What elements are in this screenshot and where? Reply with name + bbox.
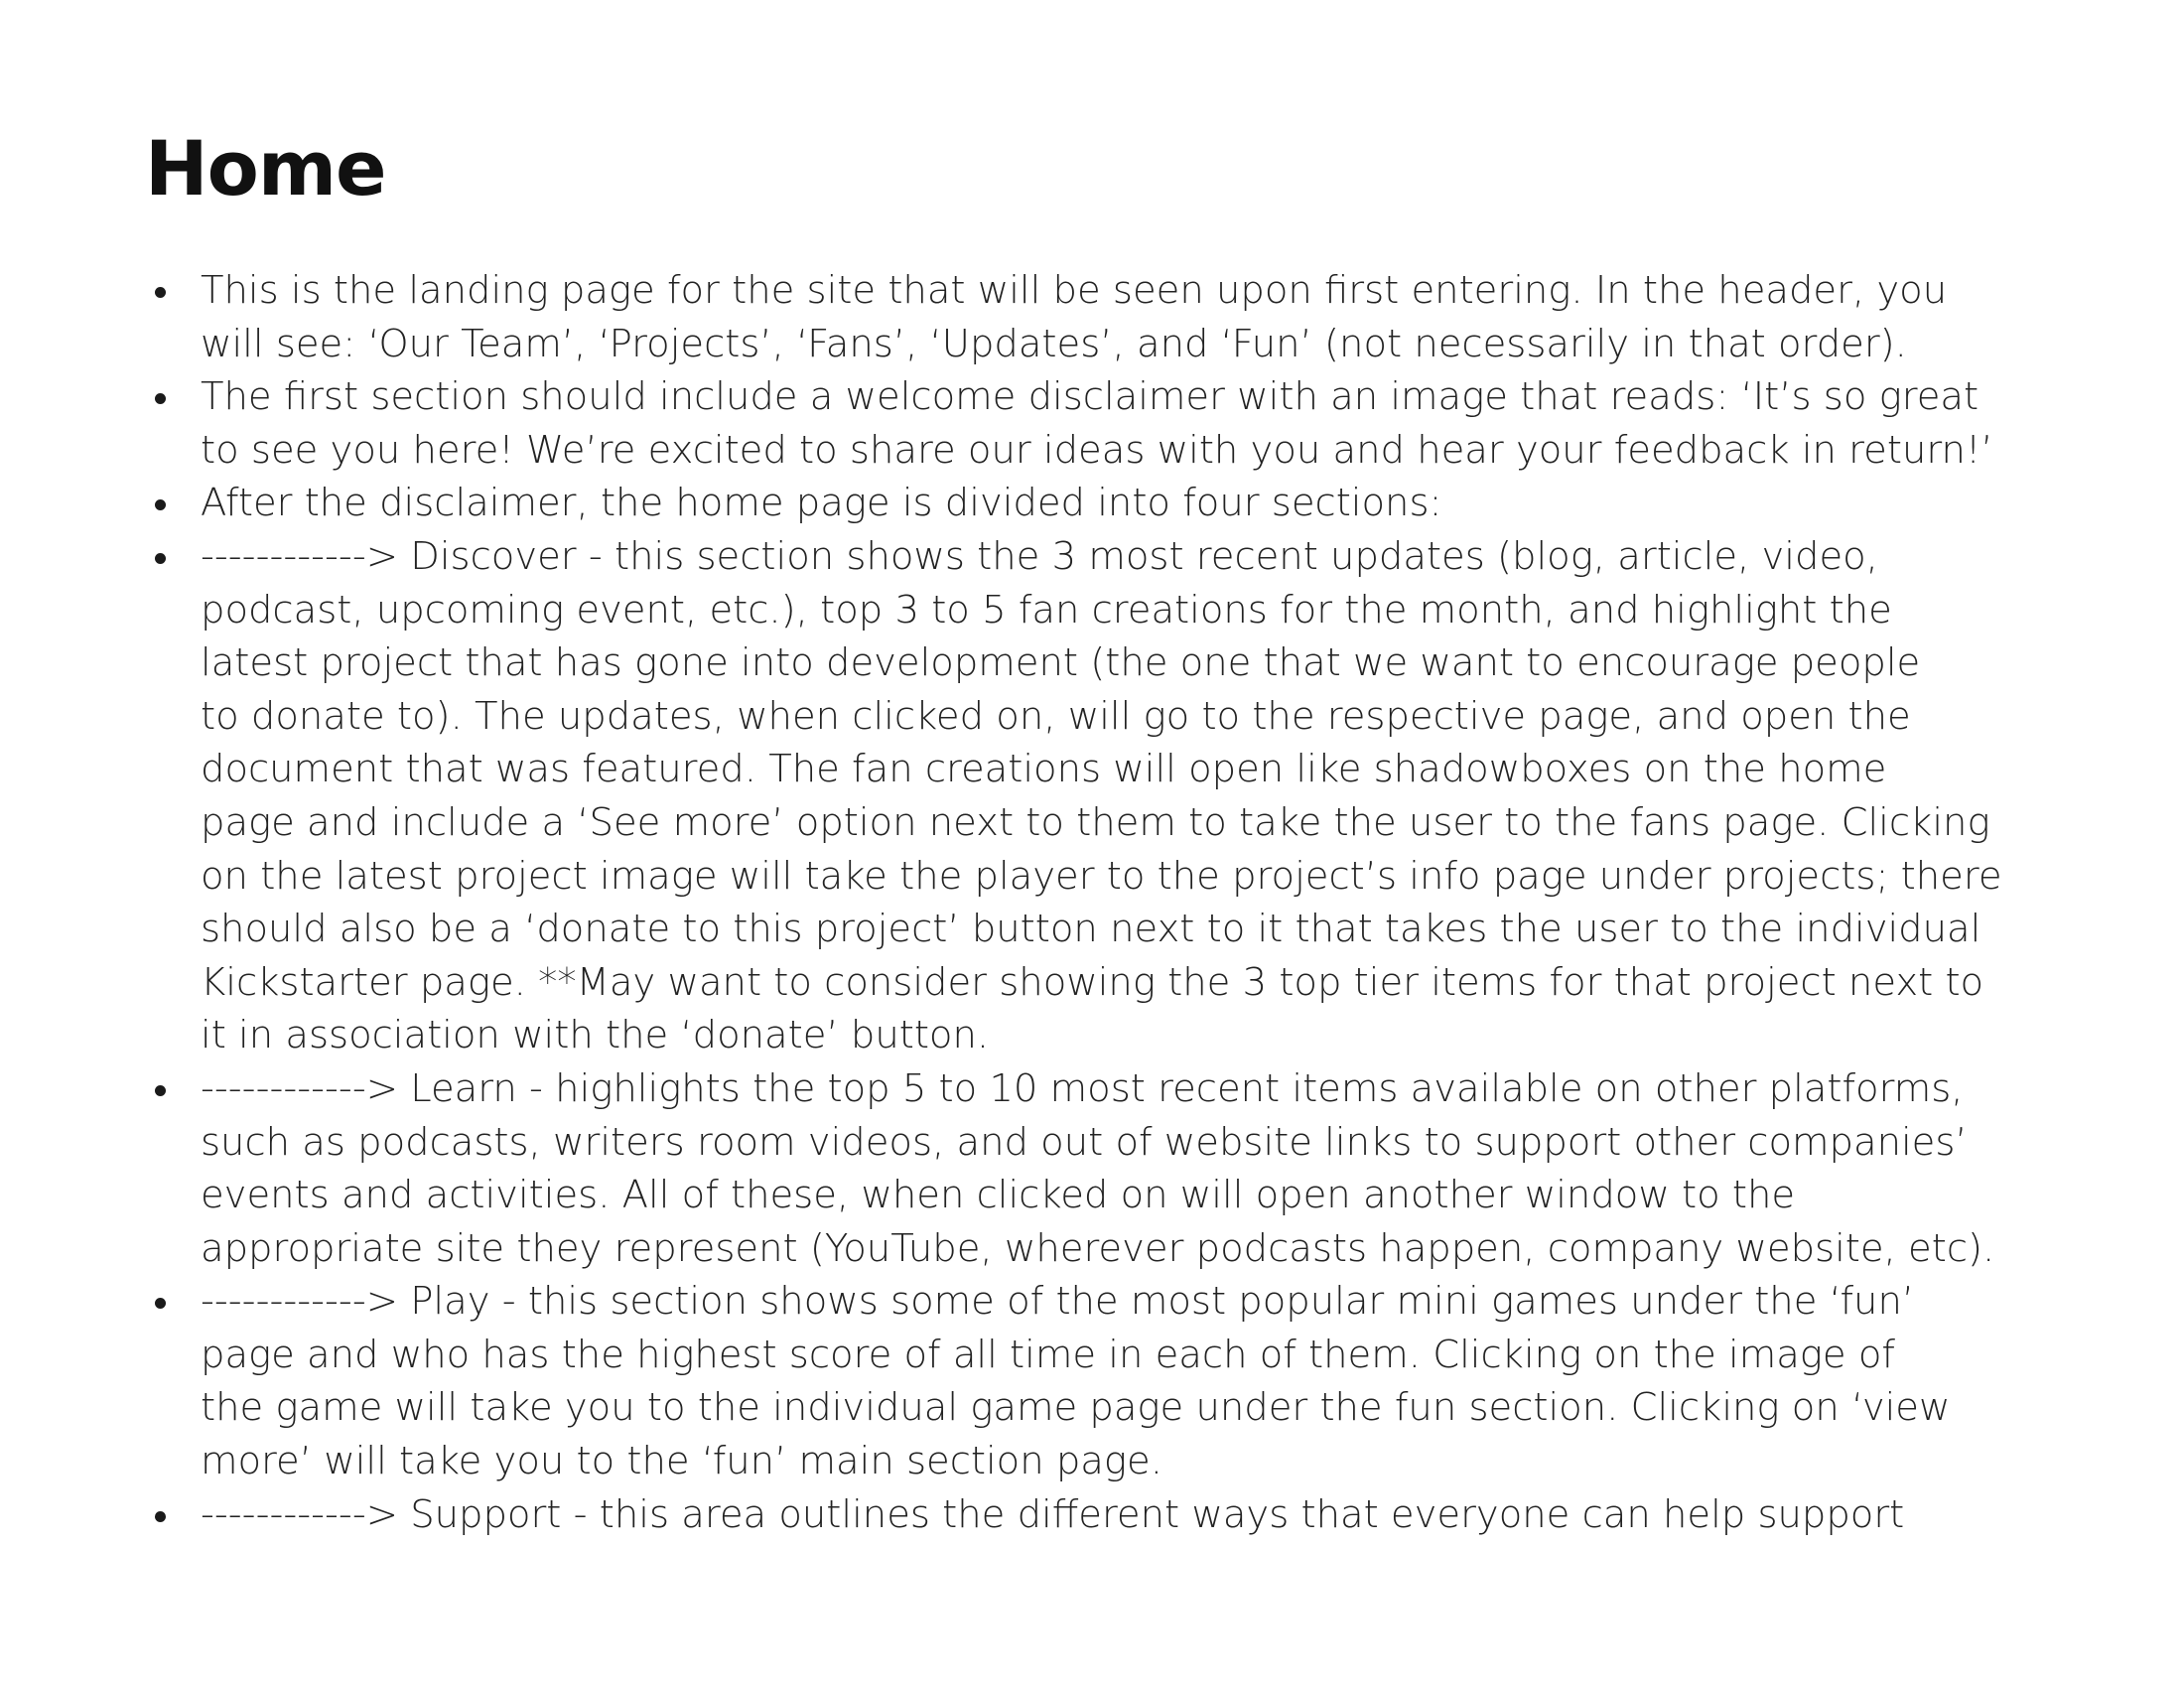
bullet-line: on the latest project image will take the player to the project’s info page under projects; there — [201, 853, 2002, 899]
bullet-line: page and include a ‘See more’ option next to them to take the user to the fans page. Clicking — [201, 799, 1990, 845]
bullet-line: Kickstarter page. **May want to consider showing the 3 top tier items for that project next to — [201, 959, 1984, 1005]
bullet-line: it in association with the ‘donate’ button. — [201, 1013, 990, 1058]
bullet-line: more’ will take you to the ‘fun’ main section page. — [201, 1439, 1162, 1484]
bullet-line: events and activities. All of these, when clicked on will open another window to the — [201, 1173, 1796, 1218]
bullet-line: appropriate site they represent (YouTube, wherever podcasts happen, company website, etc). — [201, 1225, 1995, 1271]
bullet-dot-icon — [155, 393, 166, 404]
bullet-item — [147, 477, 2083, 530]
bullet-line: such as podcasts, writers room videos, and out of website links to support other companies’ — [201, 1119, 1968, 1165]
bullet-line: should also be a ‘donate to this project’ button next to it that takes the user to the individual — [201, 907, 1981, 952]
bullet-line: to donate to). The updates, when clicked on, will go to the respective page, and open the — [201, 693, 1911, 739]
bullet-dot-icon — [155, 287, 166, 298]
bullet-line: This is the landing page for the site that will be seen upon first entering. In the header, you — [201, 268, 1948, 313]
bullet-line: ------------> Play - this section shows some of the most popular mini games under the ‘fun’ — [201, 1279, 1915, 1325]
bullet-list — [147, 264, 2083, 1541]
bullet-line: the game will take you to the individual game page under the fun section. Clicking on ‘view — [201, 1385, 1951, 1431]
bullet-dot-icon — [155, 1511, 166, 1522]
bullet-line: ------------> Learn - highlights the top 5 to 10 most recent items available on other platforms, — [201, 1065, 1964, 1111]
bullet-line: page and who has the highest score of all time in each of them. Clicking on the image of — [201, 1332, 1895, 1377]
bullet-item — [147, 370, 2083, 477]
page-title: Home — [145, 124, 386, 212]
bullet-line: ------------> Discover - this section shows the 3 most recent updates (blog, article, video, — [201, 533, 1878, 579]
bullet-line: After the disclaimer, the home page is divided into four sections: — [201, 481, 1442, 526]
bullet-item — [147, 1275, 2083, 1487]
bullet-dot-icon — [155, 553, 166, 564]
bullet-line: document that was featured. The fan creations will open like shadowboxes on the home — [201, 747, 1887, 792]
bullet-dot-icon — [155, 1085, 166, 1096]
bullet-dot-icon — [155, 1298, 166, 1309]
bullet-item — [147, 1062, 2083, 1275]
bullet-line: latest project that has gone into development (the one that we want to encourage people — [201, 640, 1921, 686]
bullet-line: ------------> Support - this area outlines the different ways that everyone can help support — [201, 1491, 1905, 1537]
bullet-line: The first section should include a welcome disclaimer with an image that reads: ‘It’s so great — [201, 374, 1979, 420]
bullet-item — [147, 264, 2083, 370]
bullet-line: will see: ‘Our Team’, ‘Projects’, ‘Fans’, ‘Updates’, and ‘Fun’ (not necessarily in that order). — [201, 321, 1907, 366]
bullet-dot-icon — [155, 499, 166, 510]
bullet-item — [147, 1488, 2083, 1542]
bullet-line: podcast, upcoming event, etc.), top 3 to 5 fan creations for the month, and highlight the — [201, 587, 1892, 633]
bullet-line: to see you here! We’re excited to share our ideas with you and hear your feedback in return!’ — [201, 427, 1993, 473]
bullet-item — [147, 530, 2083, 1062]
